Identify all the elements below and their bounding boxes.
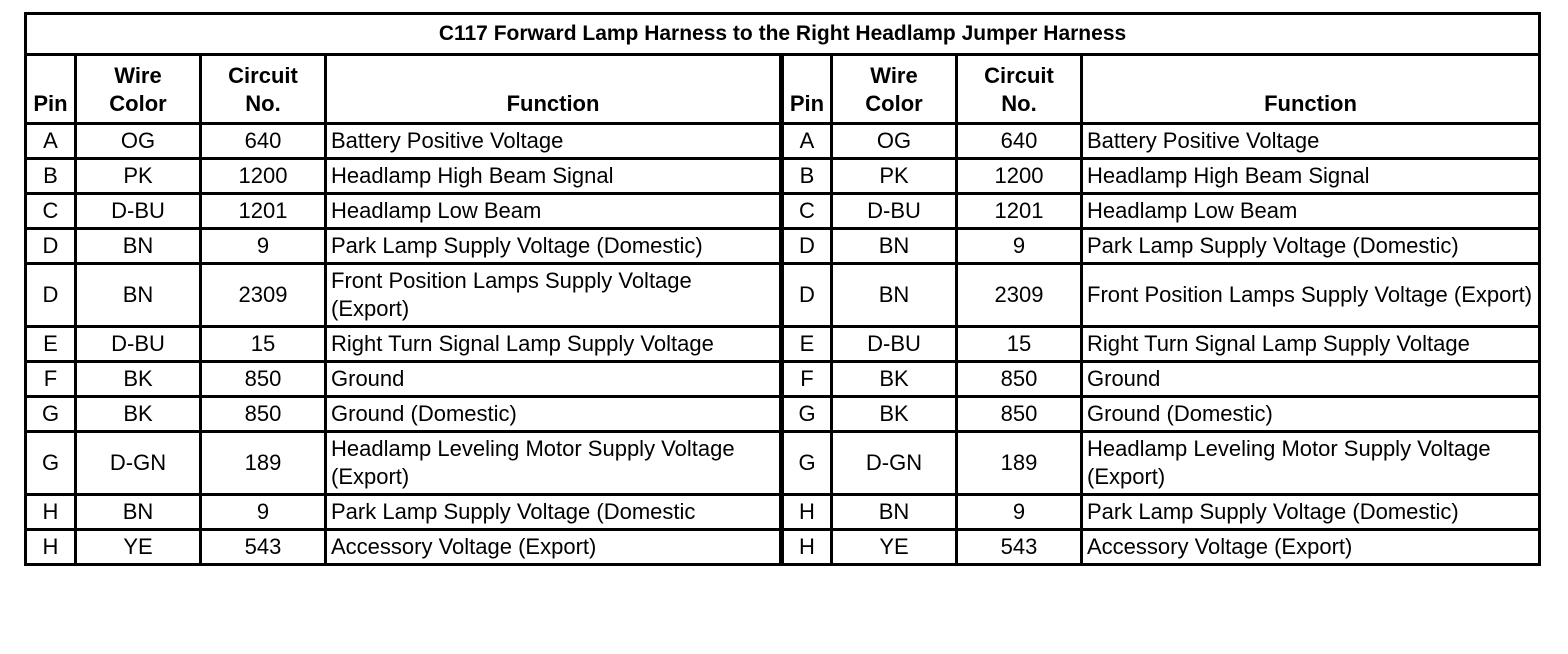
circuit-cell-left: 640: [201, 124, 326, 159]
circuit-cell-left: 1201: [201, 194, 326, 229]
pin-cell-left: H: [26, 495, 76, 530]
function-cell-left: Front Position Lamps Supply Voltage (Export): [326, 264, 782, 327]
wire-color-cell-right: D-GN: [832, 432, 957, 495]
function-cell-right: Battery Positive Voltage: [1082, 124, 1540, 159]
table-title-row: [26, 14, 1540, 55]
function-cell-right: Front Position Lamps Supply Voltage (Export): [1082, 264, 1540, 327]
function-cell-left: Headlamp Leveling Motor Supply Voltage (Export): [326, 432, 782, 495]
header-circuit-no-left: [201, 55, 326, 124]
table-row: [26, 397, 1540, 432]
circuit-cell-left: 189: [201, 432, 326, 495]
circuit-cell-left: 850: [201, 397, 326, 432]
circuit-cell-left: 15: [201, 327, 326, 362]
pin-cell-left: G: [26, 397, 76, 432]
pin-cell-left: C: [26, 194, 76, 229]
pin-cell-right: G: [782, 432, 832, 495]
function-cell-right: Park Lamp Supply Voltage (Domestic): [1082, 495, 1540, 530]
wire-color-cell-left: BN: [76, 229, 201, 264]
table-body: [26, 124, 1540, 565]
pin-cell-right: D: [782, 229, 832, 264]
function-cell-left: Ground: [326, 362, 782, 397]
header-function-left: Function: [326, 55, 782, 124]
function-cell-right: Ground (Domestic): [1082, 397, 1540, 432]
circuit-cell-right: 9: [957, 495, 1082, 530]
circuit-cell-right: 2309: [957, 264, 1082, 327]
table-row: [26, 495, 1540, 530]
table-row: [26, 432, 1540, 495]
wire-color-cell-right: PK: [832, 159, 957, 194]
wire-color-cell-left: YE: [76, 530, 201, 565]
header-wire-color-label: Wire Color: [109, 63, 167, 116]
wire-color-cell-left: D-BU: [76, 327, 201, 362]
header-pin-left: Pin: [26, 55, 76, 124]
pin-cell-right: A: [782, 124, 832, 159]
pin-cell-left: D: [26, 264, 76, 327]
pin-cell-right: F: [782, 362, 832, 397]
connector-table-container: [24, 12, 1538, 566]
circuit-cell-right: 9: [957, 229, 1082, 264]
circuit-cell-right: 543: [957, 530, 1082, 565]
pin-cell-left: A: [26, 124, 76, 159]
function-cell-left: Park Lamp Supply Voltage (Domestic): [326, 229, 782, 264]
function-cell-left: Ground (Domestic): [326, 397, 782, 432]
function-cell-right: Accessory Voltage (Export): [1082, 530, 1540, 565]
pin-cell-left: B: [26, 159, 76, 194]
function-cell-right: Right Turn Signal Lamp Supply Voltage: [1082, 327, 1540, 362]
wire-color-cell-right: D-BU: [832, 327, 957, 362]
wire-color-cell-right: BN: [832, 229, 957, 264]
pin-cell-right: H: [782, 530, 832, 565]
wire-color-cell-right: BN: [832, 264, 957, 327]
pin-cell-left: G: [26, 432, 76, 495]
function-cell-left: Headlamp Low Beam: [326, 194, 782, 229]
header-function-right: Function: [1082, 55, 1540, 124]
function-cell-right: Ground: [1082, 362, 1540, 397]
circuit-cell-left: 850: [201, 362, 326, 397]
table-row: [26, 159, 1540, 194]
wire-color-cell-right: OG: [832, 124, 957, 159]
circuit-cell-right: 850: [957, 397, 1082, 432]
pin-cell-right: B: [782, 159, 832, 194]
table-header-row: [26, 55, 1540, 124]
wire-color-cell-left: BK: [76, 362, 201, 397]
table-row: [26, 530, 1540, 565]
wire-color-cell-left: BN: [76, 264, 201, 327]
wire-color-cell-left: D-GN: [76, 432, 201, 495]
circuit-cell-right: 15: [957, 327, 1082, 362]
table-title: C117 Forward Lamp Harness to the Right Headlamp Jumper Harness: [26, 14, 1540, 55]
circuit-cell-right: 189: [957, 432, 1082, 495]
function-cell-left: Headlamp High Beam Signal: [326, 159, 782, 194]
wire-color-cell-left: OG: [76, 124, 201, 159]
circuit-cell-left: 9: [201, 495, 326, 530]
function-cell-right: Headlamp Low Beam: [1082, 194, 1540, 229]
wire-color-cell-right: YE: [832, 530, 957, 565]
table-row: [26, 362, 1540, 397]
table-row: [26, 264, 1540, 327]
circuit-cell-right: 1200: [957, 159, 1082, 194]
wire-color-cell-left: PK: [76, 159, 201, 194]
table-row: [26, 124, 1540, 159]
table-row: [26, 194, 1540, 229]
function-cell-left: Right Turn Signal Lamp Supply Voltage: [326, 327, 782, 362]
header-circuit-no-right: [957, 55, 1082, 124]
function-cell-right: Park Lamp Supply Voltage (Domestic): [1082, 229, 1540, 264]
wire-color-cell-right: D-BU: [832, 194, 957, 229]
pin-cell-right: E: [782, 327, 832, 362]
pin-cell-right: G: [782, 397, 832, 432]
circuit-cell-right: 640: [957, 124, 1082, 159]
pin-cell-left: E: [26, 327, 76, 362]
header-circuit-no-label: Circuit No.: [228, 63, 298, 116]
circuit-cell-left: 1200: [201, 159, 326, 194]
pin-cell-left: F: [26, 362, 76, 397]
function-cell-left: Accessory Voltage (Export): [326, 530, 782, 565]
wire-color-cell-left: BK: [76, 397, 201, 432]
header-wire-color-left: [76, 55, 201, 124]
table-row: [26, 327, 1540, 362]
circuit-cell-right: 850: [957, 362, 1082, 397]
function-cell-right: Headlamp Leveling Motor Supply Voltage (Export): [1082, 432, 1540, 495]
wire-color-cell-right: BK: [832, 362, 957, 397]
wire-color-cell-left: D-BU: [76, 194, 201, 229]
header-wire-color-right: [832, 55, 957, 124]
pin-cell-left: D: [26, 229, 76, 264]
pin-cell-left: H: [26, 530, 76, 565]
function-cell-left: Battery Positive Voltage: [326, 124, 782, 159]
function-cell-left: Park Lamp Supply Voltage (Domestic: [326, 495, 782, 530]
circuit-cell-left: 543: [201, 530, 326, 565]
wire-color-cell-left: BN: [76, 495, 201, 530]
circuit-cell-left: 2309: [201, 264, 326, 327]
header-pin-right: Pin: [782, 55, 832, 124]
wire-color-cell-right: BK: [832, 397, 957, 432]
pin-cell-right: C: [782, 194, 832, 229]
header-wire-color-label: Wire Color: [865, 63, 923, 116]
header-circuit-no-label: Circuit No.: [984, 63, 1054, 116]
wire-color-cell-right: BN: [832, 495, 957, 530]
circuit-cell-right: 1201: [957, 194, 1082, 229]
pin-cell-right: H: [782, 495, 832, 530]
pin-cell-right: D: [782, 264, 832, 327]
circuit-cell-left: 9: [201, 229, 326, 264]
connector-pinout-table: [24, 12, 1541, 566]
function-cell-right: Headlamp High Beam Signal: [1082, 159, 1540, 194]
table-row: [26, 229, 1540, 264]
